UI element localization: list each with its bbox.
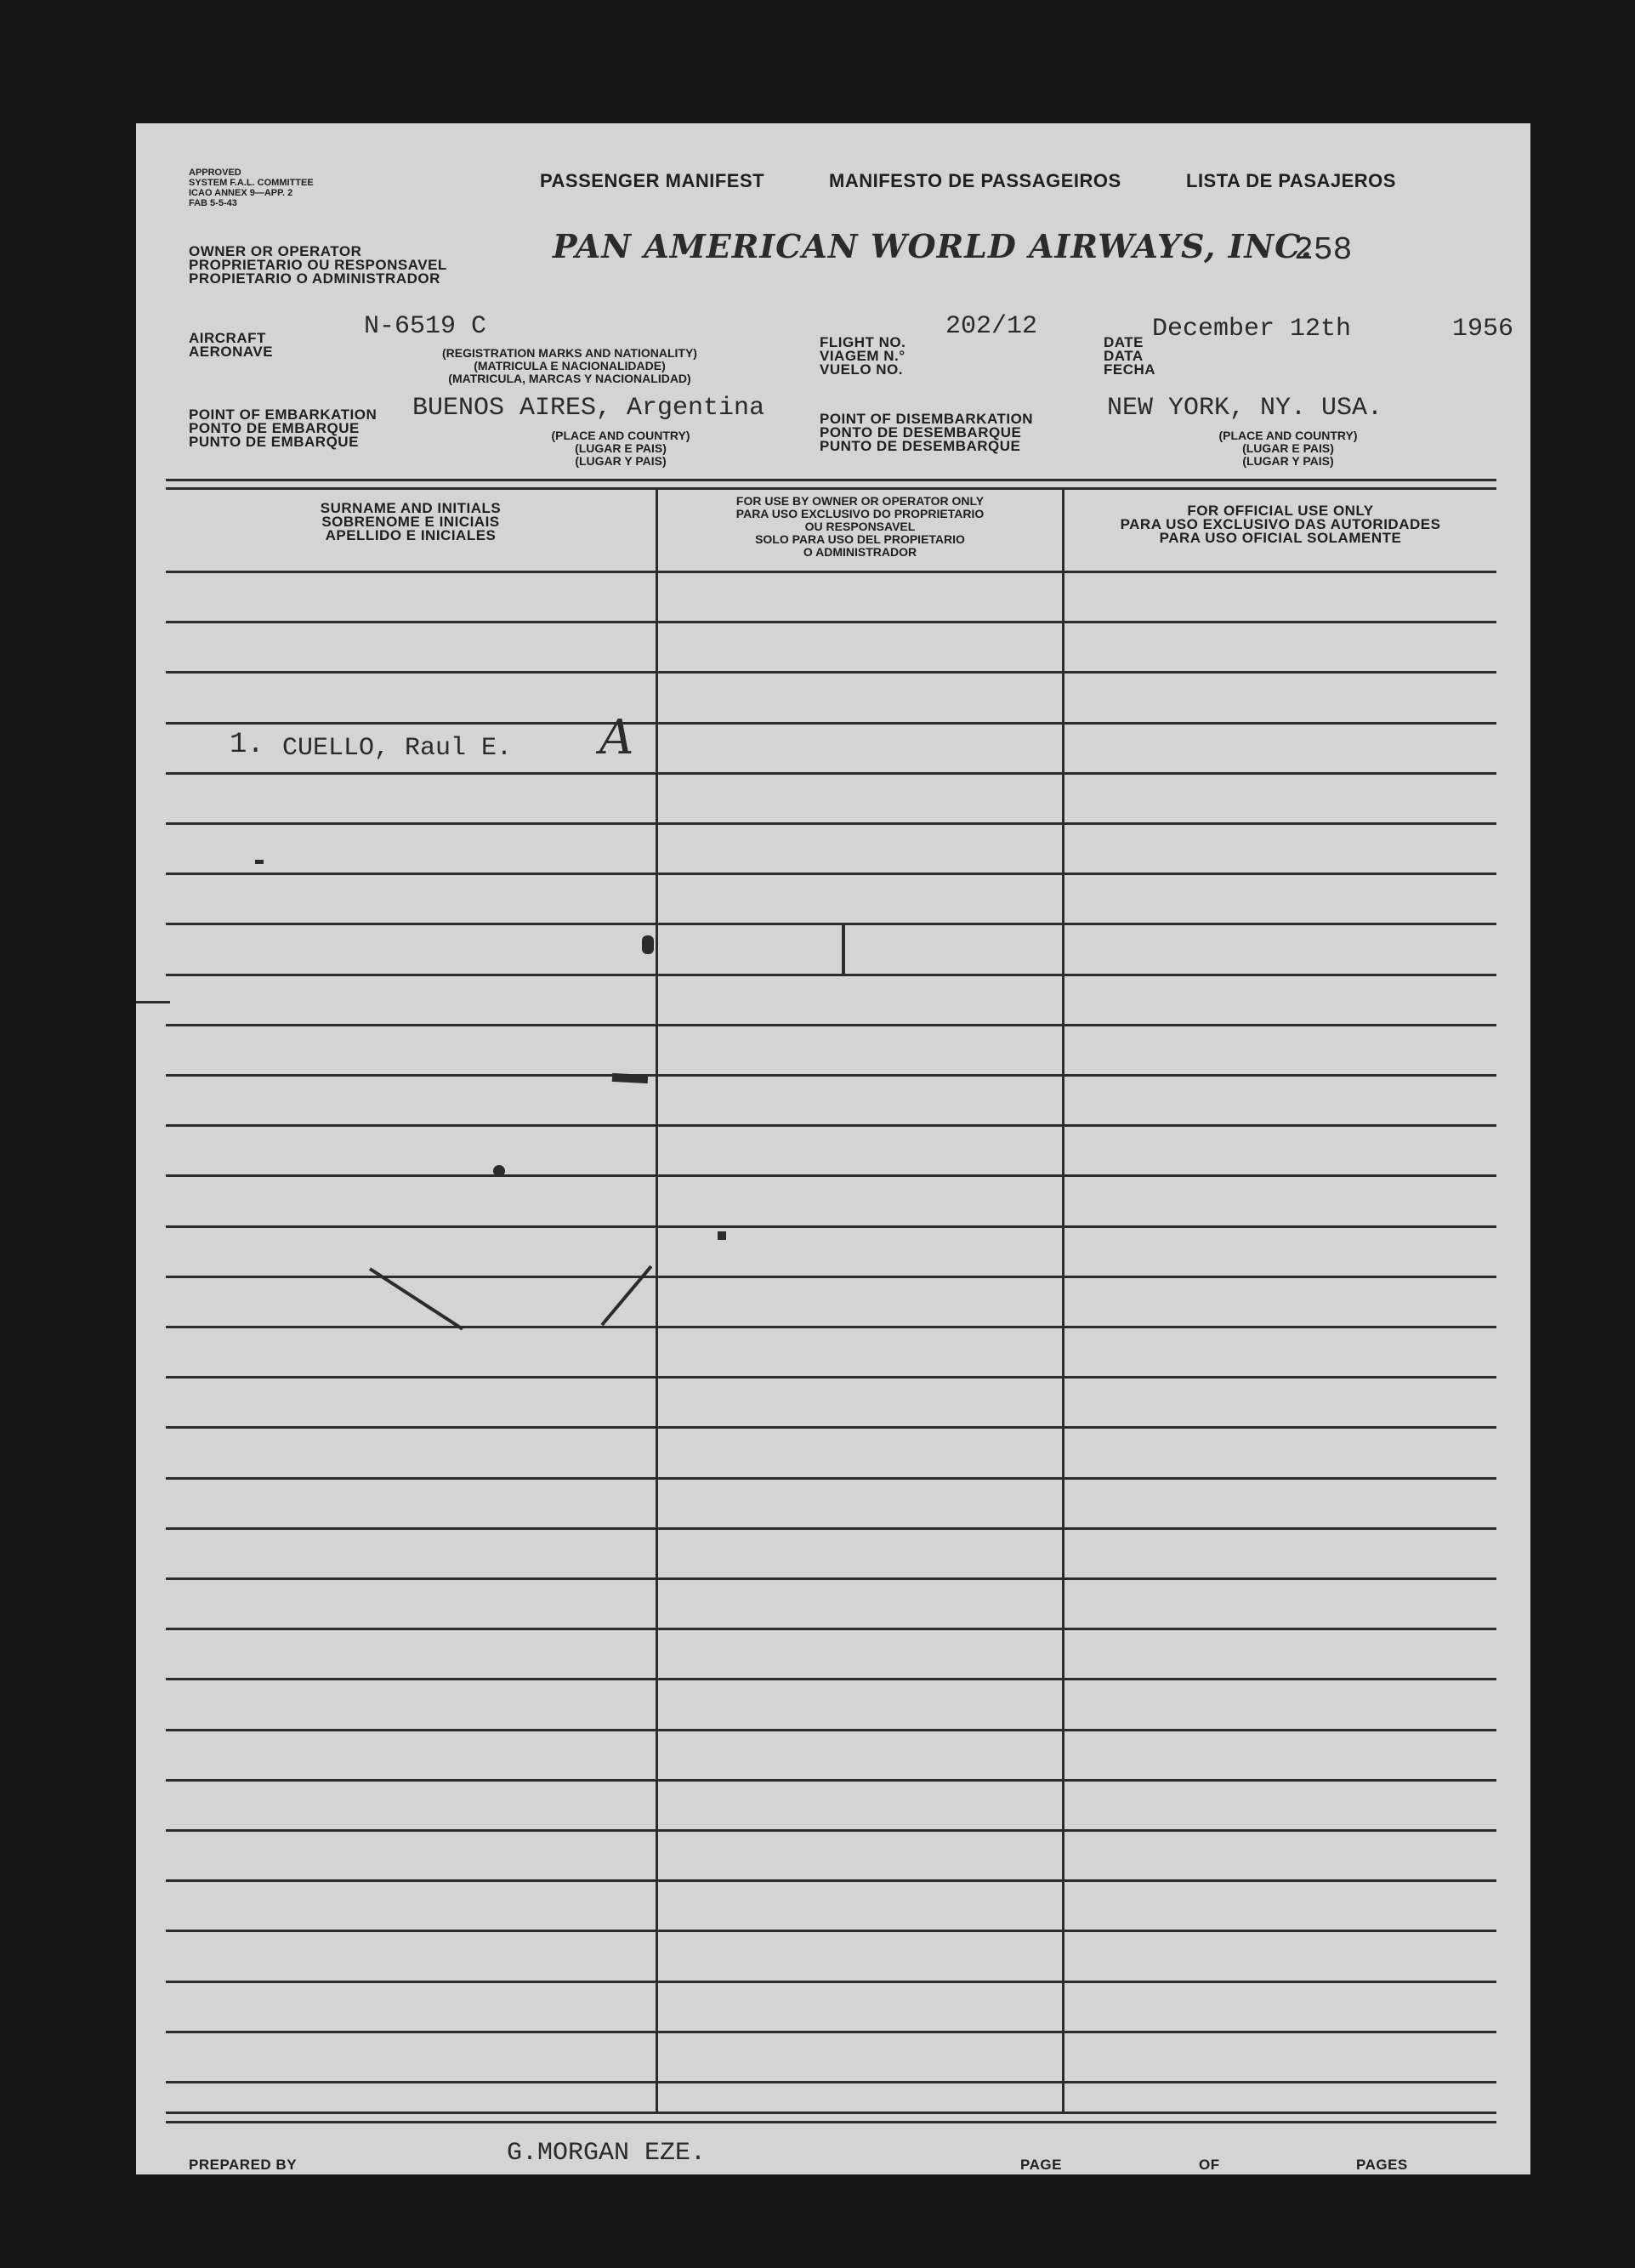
row-rule xyxy=(166,1326,1496,1328)
surname-header-line: SOBRENOME E INICIAIS xyxy=(321,514,500,530)
disembarkation-label-es: PUNTO DE DESEMBARQUE xyxy=(820,438,1021,454)
aircraft-value: N-6519 C xyxy=(364,312,487,341)
embarkation-sublabels xyxy=(493,429,748,468)
embarkation-label xyxy=(189,408,377,449)
table-top-rule xyxy=(166,479,1496,481)
owner-line: PROPRIETARIO OU RESPONSAVEL xyxy=(189,257,447,273)
date-label-pt: DATA xyxy=(1104,348,1144,364)
passenger-number: 1. xyxy=(230,729,264,761)
row-rule xyxy=(166,1426,1496,1429)
row-rule xyxy=(166,974,1496,976)
passenger-name: CUELLO, Raul E. xyxy=(282,734,513,763)
row-rule xyxy=(166,2031,1496,2033)
disembarkation-sublabel: (LUGAR E PAIS) xyxy=(1242,441,1334,455)
title-spanish: LISTA DE PASAJEROS xyxy=(1186,170,1396,191)
aircraft-sublabel: (MATRICULA, MARCAS Y NACIONALIDAD) xyxy=(448,372,691,385)
flight-value: 202/12 xyxy=(945,312,1038,341)
title-english: PASSENGER MANIFEST xyxy=(540,170,765,191)
row-rule xyxy=(166,1174,1496,1177)
flight-label-pt: VIAGEM N.° xyxy=(820,348,905,364)
row-rule xyxy=(166,1930,1496,1932)
disembarkation-label-pt: PONTO DE DESEMBARQUE xyxy=(820,424,1022,441)
official-header-line: PARA USO EXCLUSIVO DAS AUTORIDADES xyxy=(1120,516,1441,532)
row-rule xyxy=(166,1477,1496,1480)
date-year: 1956 xyxy=(1452,315,1514,344)
owner-use-header-line: PARA USO EXCLUSIVO DO PROPRIETARIO xyxy=(735,507,985,520)
row-rule xyxy=(166,1879,1496,1882)
row-rule xyxy=(166,1024,1496,1026)
approval-line: ICAO ANNEX 9—APP. 2 xyxy=(189,188,293,198)
row-rule xyxy=(166,671,1496,674)
row-rule xyxy=(166,1276,1496,1278)
embarkation-label-en: POINT OF EMBARKATION xyxy=(189,406,378,423)
column-divider xyxy=(656,489,658,2112)
embarkation-sublabel: (PLACE AND COUNTRY) xyxy=(551,429,690,442)
row-rule xyxy=(166,1225,1496,1228)
disembarkation-sublabels xyxy=(1161,429,1416,468)
owner-use-header-line: OU RESPONSAVEL xyxy=(804,520,916,533)
row-rule xyxy=(166,621,1496,623)
date-label-en: DATE xyxy=(1104,334,1144,350)
table-bottom-rule xyxy=(166,2121,1496,2123)
passenger-mark: A xyxy=(599,710,634,765)
aircraft-label-en: AIRCRAFT xyxy=(189,330,266,346)
flight-label-es: VUELO NO. xyxy=(820,361,904,378)
official-header-line: FOR OFFICIAL USE ONLY xyxy=(1187,503,1374,519)
column-divider xyxy=(1062,489,1064,2112)
owner-use-header-line: SOLO PARA USO DEL PROPIETARIO xyxy=(755,532,965,546)
owner-use-header-line: FOR USE BY OWNER OR OPERATOR ONLY xyxy=(735,494,985,508)
row-rule xyxy=(166,1981,1496,1983)
ink-smudge xyxy=(493,1165,505,1177)
row-rule xyxy=(166,923,1496,925)
approval-block xyxy=(189,168,314,208)
date-value: December 12th xyxy=(1152,315,1352,344)
aircraft-label xyxy=(189,332,273,359)
row-rule xyxy=(166,772,1496,775)
page-label: PAGE xyxy=(1020,2157,1062,2173)
column-header-owner-use xyxy=(658,495,1062,559)
column-header-surname xyxy=(166,502,656,543)
table-bottom-rule xyxy=(166,2112,1496,2114)
embarkation-sublabel: (LUGAR E PAIS) xyxy=(575,441,667,455)
row-rule xyxy=(166,1577,1496,1580)
row-rule xyxy=(166,571,1496,573)
embarkation-label-pt: PONTO DE EMBARQUE xyxy=(189,420,360,436)
title-portuguese: MANIFESTO DE PASSAGEIROS xyxy=(829,170,1121,191)
row-rule xyxy=(166,1729,1496,1731)
page-number: 258 xyxy=(1294,232,1353,269)
ink-smudge xyxy=(255,860,264,864)
prepared-by-label: PREPARED BY xyxy=(189,2157,298,2173)
flight-label-en: FLIGHT NO. xyxy=(820,334,906,350)
disembarkation-label-en: POINT OF DISEMBARKATION xyxy=(820,411,1034,427)
row-rule xyxy=(166,1779,1496,1782)
ink-smudge xyxy=(642,935,654,954)
surname-header-line: SURNAME AND INITIALS xyxy=(320,500,502,516)
row-rule xyxy=(166,1678,1496,1680)
row-rule xyxy=(166,1628,1496,1630)
surname-header-line: APELLIDO E INICIALES xyxy=(325,527,497,543)
owner-line: PROPIETARIO O ADMINISTRADOR xyxy=(189,270,440,287)
owner-operator-block xyxy=(189,245,447,286)
aircraft-sublabels xyxy=(374,347,765,385)
prepared-by-value: G.MORGAN EZE. xyxy=(507,2139,707,2168)
approval-line: FAB 5-5-43 xyxy=(189,198,237,208)
owner-use-header-line: O ADMINISTRADOR xyxy=(803,545,917,559)
manifest-sheet xyxy=(136,123,1530,2174)
ink-stroke xyxy=(600,1265,652,1327)
table-top-rule xyxy=(166,487,1496,490)
ink-smudge xyxy=(136,1001,170,1003)
date-label xyxy=(1104,336,1155,377)
owner-line: OWNER OR OPERATOR xyxy=(189,243,362,259)
row-rule xyxy=(166,1124,1496,1127)
row-rule xyxy=(166,873,1496,875)
row-rule xyxy=(166,822,1496,825)
row-rule xyxy=(166,1376,1496,1378)
ink-smudge xyxy=(612,1073,648,1083)
aircraft-sublabel: (MATRICULA E NACIONALIDADE) xyxy=(474,359,666,372)
ink-smudge xyxy=(842,923,845,974)
official-header-line: PARA USO OFICIAL SOLAMENTE xyxy=(1159,530,1402,546)
ink-smudge xyxy=(718,1231,726,1240)
aircraft-label-pt: AERONAVE xyxy=(189,344,274,360)
row-rule xyxy=(166,1829,1496,1832)
disembarkation-label xyxy=(820,412,1033,453)
embarkation-sublabel: (LUGAR Y PAIS) xyxy=(575,454,667,468)
disembarkation-value: NEW YORK, NY. USA. xyxy=(1107,394,1383,423)
date-label-es: FECHA xyxy=(1104,361,1156,378)
row-rule xyxy=(166,1527,1496,1530)
embarkation-value: BUENOS AIRES, Argentina xyxy=(412,394,765,423)
of-label: OF xyxy=(1199,2157,1220,2173)
disembarkation-sublabel: (LUGAR Y PAIS) xyxy=(1242,454,1334,468)
row-rule xyxy=(166,722,1496,725)
flight-label xyxy=(820,336,905,377)
embarkation-label-es: PUNTO DE EMBARQUE xyxy=(189,434,359,450)
company-name: PAN AMERICAN WORLD AIRWAYS, INC. xyxy=(553,227,1313,265)
disembarkation-sublabel: (PLACE AND COUNTRY) xyxy=(1218,429,1358,442)
approval-line: APPROVED xyxy=(189,168,241,178)
row-rule xyxy=(166,2081,1496,2083)
pages-label: PAGES xyxy=(1356,2157,1408,2173)
column-header-official xyxy=(1064,504,1496,545)
row-rule xyxy=(166,1074,1496,1077)
approval-line: SYSTEM F.A.L. COMMITTEE xyxy=(189,178,314,188)
aircraft-sublabel: (REGISTRATION MARKS AND NATIONALITY) xyxy=(442,346,697,360)
